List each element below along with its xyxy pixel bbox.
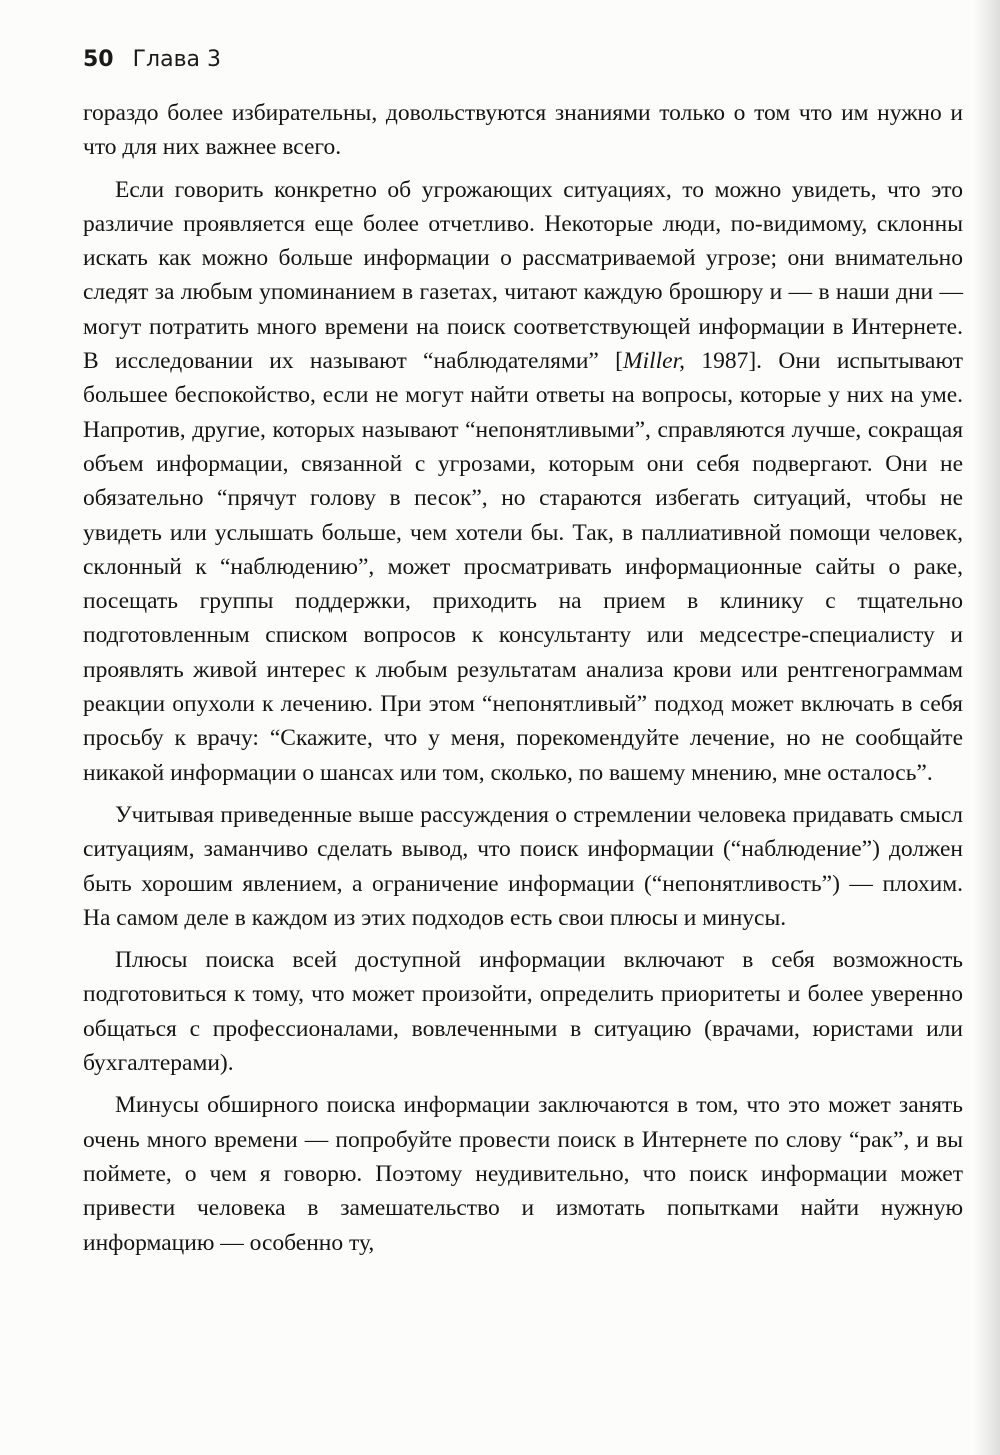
paragraph-conclusion: Учитывая приведенные выше рассуждения о стремлении человека придавать смысл ситуациям, заманчиво сделать вывод, что поиск информации (“наблюдение”) должен быть хорошим явлением, а ограничение информации (“непонятливость”) — плохим. На самом деле в каждом из этих подходов есть свои плюсы и минусы. (83, 801, 963, 931)
body-text (83, 96, 963, 1260)
citation-author: Miller, (623, 348, 686, 375)
running-header (83, 42, 221, 78)
paragraph-text: Если говорить конкретно об угрожающих ситуациях, то можно увидеть, что это различие проявляется еще более отчетливо. Некоторые люди, по-видимому, склонны искать как можно больше информации о рассматриваемой угрозе; они внимательно следят за любым упоминанием в газетах, читают каждую брошюру и — в наши дни — могут потратить много времени на поиск соответствующей информации в Интернете. В исследовании их называют “наблюдателями” [ (83, 176, 963, 375)
page-binding-shadow (974, 0, 1000, 1455)
page-number: 50 (83, 47, 114, 72)
paragraph-continuation: гораздо более избирательны, довольствуются знаниями только о том что им нужно и что для них важнее всего. (83, 100, 963, 161)
paragraph-cons: Минусы обширного поиска информации заключаются в том, что это может занять очень много времени — попробуйте провести поиск в Интернете по слову “рак”, и вы поймете, о чем я говорю. Поэтому неудивительно, что поиск информации может привести человека в замешательство и измотать попытками найти нужную информацию — особенно ту, (83, 1092, 963, 1256)
paragraph-pros: Плюсы поиска всей доступной информации включают в себя возможность подготовиться к тому, что может произойти, определить приоритеты и более уверенно общаться с профессионалами, вовлеченными в ситуацию (врачами, юристами или бухгалтерами). (83, 947, 963, 1077)
paragraph-text: 1987]. Они испытывают большее беспокойство, если не могут найти ответы на вопросы, которые у них на уме. Напротив, другие, которых называют “непонятливыми”, справляются лучше, сокращая объем информации, связанной с угрозами, которым они себя подвергают. Они не обязательно “прячут голову в песок”, но стараются избегать ситуаций, чтобы не увидеть или услышать больше, чем хотели бы. Так, в паллиативной помощи человек, склонный к “наблюдению”, может просматривать информационные сайты о раке, посещать группы поддержки, приходить на прием в клинику с тщательно подготовленным списком вопросов к консультанту или медсестре-специалисту и проявлять живой интерес к любым результатам анализа крови или рентгенограммам реакции опухоли к лечению. При этом “непонятливый” подход может включать в себя просьбу к врачу: “Скажите, что у меня, порекомендуйте лечение, но не сообщайте никакой информации о шансах или том, сколько, по вашему мнению, мне осталось”. (83, 348, 963, 786)
chapter-title: Глава 3 (132, 47, 222, 72)
paragraph-observers (83, 173, 963, 790)
